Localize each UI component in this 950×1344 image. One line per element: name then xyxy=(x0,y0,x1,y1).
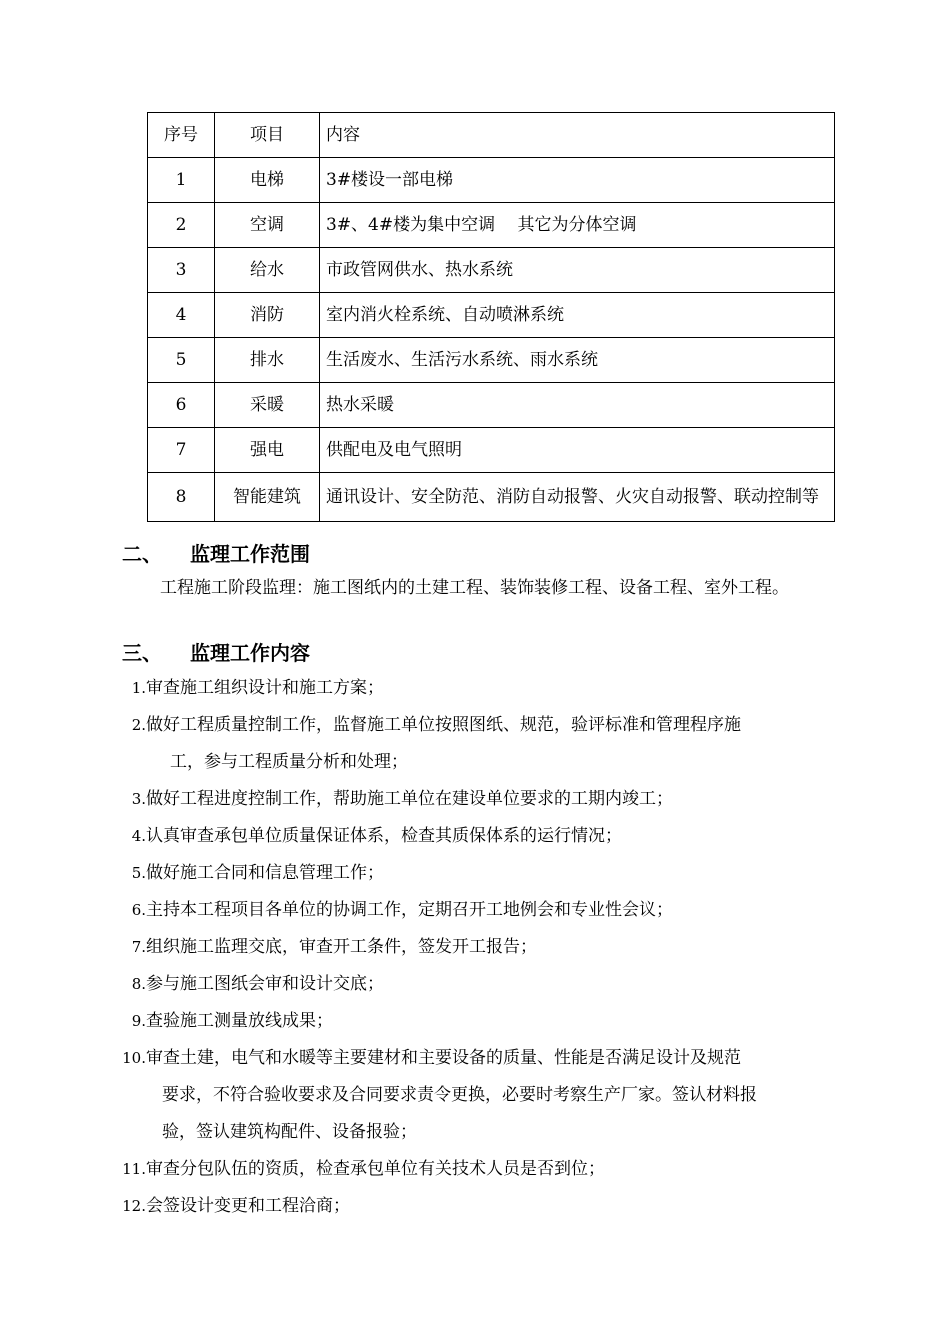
row-content: 室内消火栓系统、自动喷淋系统 xyxy=(320,293,835,338)
table-row xyxy=(148,473,835,522)
section-2-number: 二、 xyxy=(122,542,162,566)
item-text-continued: 要求，不符合验收要求及合同要求责令更换，必要时考察生产厂家。签认材料报 xyxy=(162,1085,757,1105)
table-row xyxy=(148,203,835,248)
item-text: 做好工程质量控制工作，监督施工单位按照图纸、规范，验评标准和管理程序施 xyxy=(146,715,741,735)
header-no: 序号 xyxy=(148,113,215,158)
row-no: 1 xyxy=(148,158,215,203)
item-text: 组织施工监理交底，审查开工条件，签发开工报告； xyxy=(146,937,537,957)
item-number: 10. xyxy=(122,1049,146,1067)
item-text: 认真审查承包单位质量保证体系，检查其质保体系的运行情况； xyxy=(146,826,622,846)
section-2-heading xyxy=(122,538,310,567)
row-no: 8 xyxy=(148,473,215,522)
row-content: 热水采暖 xyxy=(320,383,835,428)
list-item xyxy=(122,781,834,818)
systems-table xyxy=(147,112,835,522)
table-row xyxy=(148,428,835,473)
row-item: 采暖 xyxy=(215,383,320,428)
item-number: 6. xyxy=(131,901,146,919)
list-item xyxy=(122,1188,834,1225)
row-no: 3 xyxy=(148,248,215,293)
list-item xyxy=(122,966,834,1003)
row-item: 电梯 xyxy=(215,158,320,203)
item-number: 9. xyxy=(131,1012,146,1030)
row-no: 2 xyxy=(148,203,215,248)
table-row xyxy=(148,383,835,428)
section-3-title: 监理工作内容 xyxy=(190,641,310,665)
item-text: 主持本工程项目各单位的协调工作，定期召开工地例会和专业性会议； xyxy=(146,900,673,920)
list-item xyxy=(122,707,834,781)
section-3-heading xyxy=(122,637,310,666)
row-no: 4 xyxy=(148,293,215,338)
table-row xyxy=(148,158,835,203)
row-no: 5 xyxy=(148,338,215,383)
list-item xyxy=(122,818,834,855)
row-content: 供配电及电气照明 xyxy=(320,428,835,473)
list-item xyxy=(122,892,834,929)
item-text-continued: 验，签认建筑构配件、设备报验； xyxy=(162,1122,417,1142)
row-item: 智能建筑 xyxy=(215,473,320,522)
item-text: 做好工程进度控制工作，帮助施工单位在建设单位要求的工期内竣工； xyxy=(146,789,673,809)
row-item: 空调 xyxy=(215,203,320,248)
section-2-paragraph: 工程施工阶段监理：施工图纸内的土建工程、装饰装修工程、设备工程、室外工程。 xyxy=(160,578,789,598)
header-content: 内容 xyxy=(320,113,835,158)
list-item xyxy=(122,1151,834,1188)
table-row xyxy=(148,248,835,293)
row-item: 排水 xyxy=(215,338,320,383)
section-2-title: 监理工作范围 xyxy=(190,542,310,566)
row-item: 强电 xyxy=(215,428,320,473)
item-number: 8. xyxy=(131,975,146,993)
item-text: 审查分包队伍的资质，检查承包单位有关技术人员是否到位； xyxy=(146,1159,605,1179)
item-text-continued: 工，参与工程质量分析和处理； xyxy=(170,752,408,772)
item-text: 会签设计变更和工程洽商； xyxy=(146,1196,350,1216)
item-text: 审查施工组织设计和施工方案； xyxy=(146,678,384,698)
row-content: 市政管网供水、热水系统 xyxy=(320,248,835,293)
item-number: 3. xyxy=(131,790,146,808)
row-no: 7 xyxy=(148,428,215,473)
list-item xyxy=(122,1040,834,1151)
section-3-number: 三、 xyxy=(122,641,162,665)
work-content-list xyxy=(122,670,834,1225)
item-text: 审查土建，电气和水暖等主要建材和主要设备的质量、性能是否满足设计及规范 xyxy=(146,1048,741,1068)
item-number: 5. xyxy=(131,864,146,882)
row-content: 生活废水、生活污水系统、雨水系统 xyxy=(320,338,835,383)
list-item xyxy=(122,929,834,966)
item-text: 做好施工合同和信息管理工作； xyxy=(146,863,384,883)
list-item xyxy=(122,670,834,707)
row-item: 给水 xyxy=(215,248,320,293)
table-header-row xyxy=(148,113,835,158)
item-number: 1. xyxy=(131,679,146,697)
item-number: 11. xyxy=(122,1160,146,1178)
header-item: 项目 xyxy=(215,113,320,158)
item-text: 查验施工测量放线成果； xyxy=(146,1011,333,1031)
table-row xyxy=(148,293,835,338)
item-number: 7. xyxy=(131,938,146,956)
item-number: 12. xyxy=(122,1197,146,1215)
list-item xyxy=(122,1003,834,1040)
item-number: 2. xyxy=(131,716,146,734)
row-content: 3#楼设一部电梯 xyxy=(320,158,835,203)
row-content: 通讯设计、安全防范、消防自动报警、火灾自动报警、联动控制等 xyxy=(320,473,835,522)
row-content: 3#、4#楼为集中空调 其它为分体空调 xyxy=(320,203,835,248)
list-item xyxy=(122,855,834,892)
item-number: 4. xyxy=(131,827,146,845)
row-no: 6 xyxy=(148,383,215,428)
row-item: 消防 xyxy=(215,293,320,338)
table-row xyxy=(148,338,835,383)
item-text: 参与施工图纸会审和设计交底； xyxy=(146,974,384,994)
